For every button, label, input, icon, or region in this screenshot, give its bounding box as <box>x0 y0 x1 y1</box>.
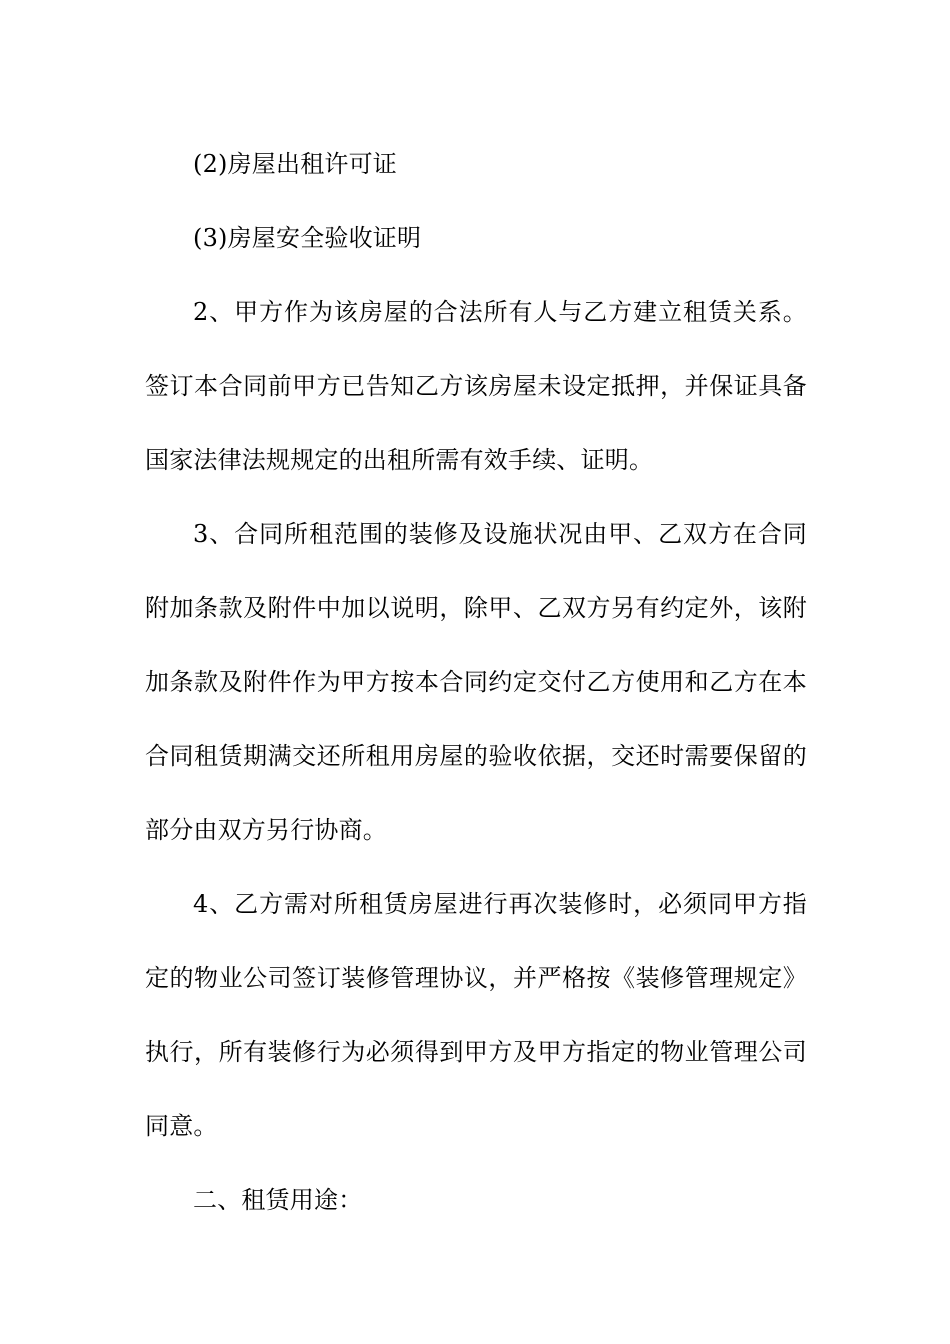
document-body <box>145 127 807 1237</box>
paragraph-permit: (2)房屋出租许可证 <box>193 150 397 178</box>
section-heading-lease-purpose: 二、租赁用途： <box>193 1186 363 1214</box>
paragraph-clause-3: 3、合同所租范围的装修及设施状况由甲、乙双方在合同附加条款及附件中加以说明，除甲、乙双方另有约定外，该附加条款及附件作为甲方按本合同约定交付乙方使用和乙方在本合同租赁期满交还所租用房屋的验收依据，交还时需要保留的部分由双方另行协商。 <box>145 520 807 844</box>
paragraph-clause-2: 2、甲方作为该房屋的合法所有人与乙方建立租赁关系。签订本合同前甲方已告知乙方该房屋未设定抵押，并保证具备国家法律法规规定的出租所需有效手续、证明。 <box>145 298 807 474</box>
paragraph-safety-certificate: (3)房屋安全验收证明 <box>193 224 422 252</box>
paragraph-clause-4: 4、乙方需对所租赁房屋进行再次装修时，必须同甲方指定的物业公司签订装修管理协议，并严格按《装修管理规定》执行，所有装修行为必须得到甲方及甲方指定的物业管理公司同意。 <box>145 890 807 1140</box>
